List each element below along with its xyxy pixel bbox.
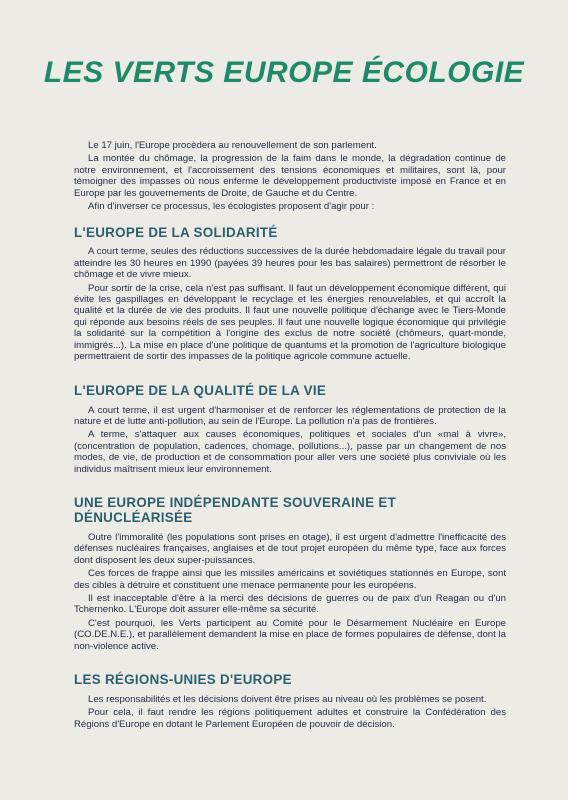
section-paragraph: C'est pourquoi, les Verts participent au Comité pour le Désarmement Nucléaire en Europe (CO.DE.N.E.), et parallèlement demandent la mise en place de formes populaires de défense, dont la non-violence active. [74,617,506,652]
section-paragraph: Les responsabilités et les décisions doivent être prises au niveau où les problèmes se posent. [88,694,487,705]
section-heading-regions: LES RÉGIONS-UNIES D'EUROPE [74,672,292,687]
section-paragraph: Outre l'immoralité (les populations sont prises en otage), il est urgent d'admettre l'inefficacité des défenses nucléaires françaises, anglaises et de tout projet européen du même type, face aux forces dont disposent les deux super-puissances. [74,531,506,566]
intro-paragraph: La montée du chômage, la progression de la faim dans le monde, la dégradation continue de notre environnement, et l'accroissement des tensions économiques et militaires, sont là, pour témoigner des impasses où nous enferme le développement productiviste imposé en France et en Europe par les gouvernements de Droite, de Gauche et du Centre. [74,153,506,199]
article-body [74,140,506,730]
section-paragraph: Pour cela, il faut rendre les régions politiquement adultes et construire la Confédération des Régions d'Europe en dotant le Parlement Européen de pouvoir de décision. [74,707,506,730]
section-heading-qualite-vie: L'EUROPE DE LA QUALITÉ DE LA VIE [74,382,327,398]
section-paragraph: Il est inacceptable d'être à la merci des décisions de guerres ou de paix d'un Reagan ou d'un Tchernenko. L'Europe doit assurer elle-même sa sécurité. [74,592,506,616]
intro-paragraph: Le 17 juin, l'Europe procèdera au renouvellement de son parlement. [88,140,377,151]
section-heading-denuclearisee: UNE EUROPE INDÉPENDANTE SOUVERAINE ET DÉNUCLÉARISÉE [74,494,397,525]
page-title: LES VERTS EUROPE ÉCOLOGIE [43,56,525,89]
section-paragraph: A terme, s'attaquer aux causes économiques, politiques et sociales d'un «mal à vivre», (concentration de population, cadences, chomage, pollutions...), passe par un changement de nos modes, de vie, de production et de consommation pour aller vers une société plus conviviale où les individus maîtrisent mieux leur environnement. [74,429,506,475]
intro-paragraph: Afin d'inverser ce processus, les écologistes proposent d'agir pour : [88,201,375,213]
section-paragraph: A court terme, seules des réductions successives de la durée hebdomadaire légale du travail pour atteindre les 30 heures en 1990 (payées 39 heures pour les bas salaires) permettront de résorber le chômage et de vivre mieux. [74,246,506,281]
section-paragraph: A court terme, il est urgent d'harmoniser et de renforcer les réglementations de protection de la nature et de lutte anti-pollution, au sein de l'Europe. La pollution n'a pas de frontières. [74,404,506,427]
section-heading-solidarite: L'EUROPE DE LA SOLIDARITÉ [74,225,278,241]
section-paragraph: Pour sortir de la crise, cela n'est pas suffisant. Il faut un développement économique différent, qui évite les gaspillages en développant le recyclage et les énergies renouvelables, et qui accroît la qualité et la durée de vie des produits. Il faut une nouvelle politique d'échange avec le Tiers-Monde qui réponde aux besoins réels de ses peuples. Il faut une nouvelle logique économique qui privilégie la solidarité sur la compétition à l'origine des exclus de notre société (chômeurs, quart-monde, immigrés...). La mise en place d'une politique de quantums et la promotion de l'agriculture biologique permettraient de sortir des impasses de la politique agricole commune actuelle. [74,282,506,363]
section-paragraph: Ces forces de frappe ainsi que les missiles américains et soviétiques stationnés en Europe, sont des cibles à détruire et constituent une menace permanente pour les européens. [74,568,506,591]
